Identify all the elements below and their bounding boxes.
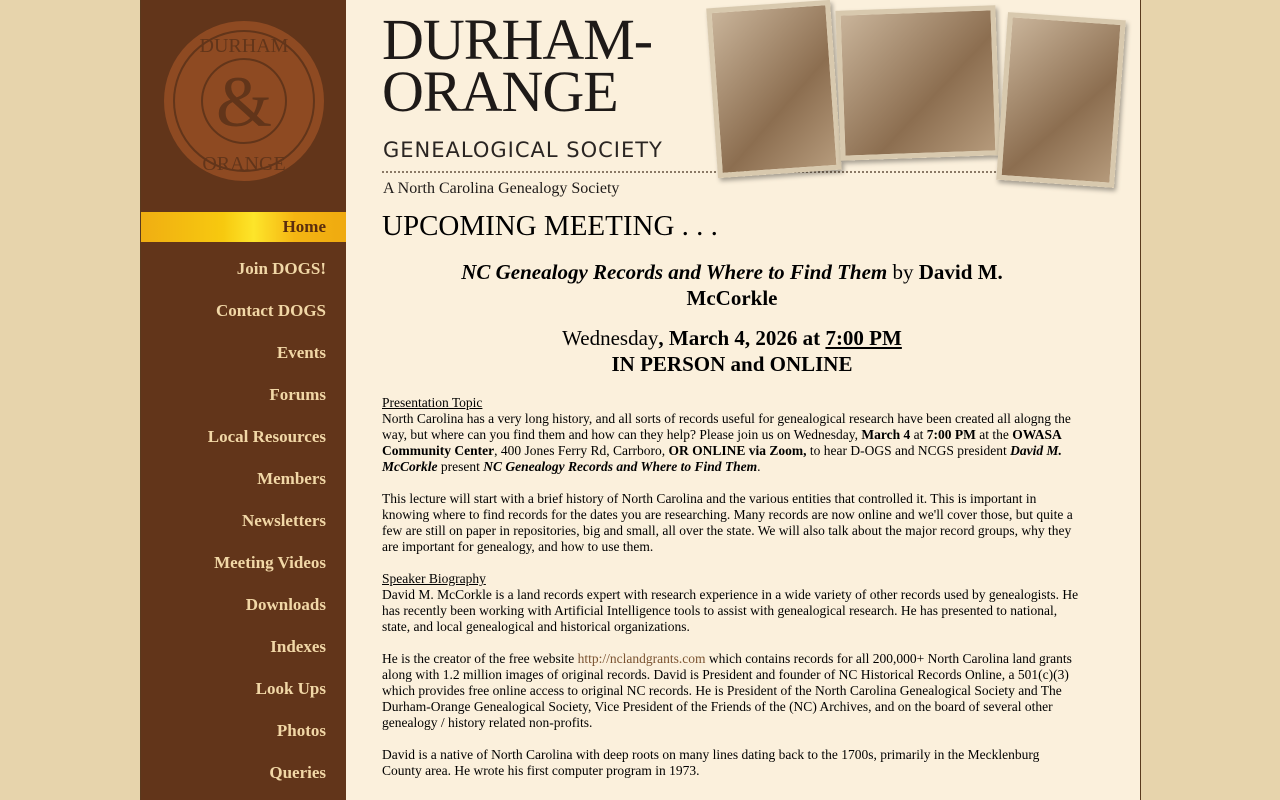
text: David M. McCorkle: [382, 443, 1062, 474]
title-subtitle: GENEALOGICAL SOCIETY: [383, 138, 663, 162]
text: , 400 Jones Ferry Rd, Carrboro,: [494, 443, 669, 458]
meeting-day: Wednesday: [562, 326, 659, 350]
site-title: [382, 7, 653, 124]
meeting-date: , March 4, 2026 at: [658, 326, 826, 350]
meeting-time: 7:00 PM: [825, 326, 902, 350]
text: OR ONLINE via Zoom,: [668, 443, 807, 458]
meeting-mode: IN PERSON and ONLINE: [611, 352, 853, 376]
topic-paragraph-2: This lecture will start with a brief history of North Carolina and the various entities that controlled it. This is important in knowing where to find records for the dates you are researching. Many records are now online and we'll cover those, but quite a few are still on paper in repositories, big and small, all over the state. We will also talk about the major record groups, why they are important for genealogy, and how to use them.: [382, 491, 1073, 554]
svg-text:DURHAM: DURHAM: [199, 35, 289, 57]
society-seal-logo: [157, 14, 331, 188]
nav-item-local-resources[interactable]: Local Resources: [207, 427, 326, 446]
divider: [382, 171, 1032, 173]
nav-item-photos[interactable]: Photos: [276, 721, 326, 740]
speaker-name: David M. McCorkle: [686, 260, 1003, 310]
vintage-photo-woman-in-white: [996, 12, 1125, 188]
text: NC Genealogy Records and Where to Find Them: [483, 459, 758, 474]
meeting-article: [382, 210, 1082, 795]
nclandgrants-link[interactable]: http://nclandgrants.com: [577, 651, 706, 666]
text: at: [910, 427, 927, 442]
bio-paragraph-3: David is a native of North Carolina with deep roots on many lines dating back to the 1700s, primarily in the Mecklenburg County area. He wrote his first computer program in 1973.: [382, 747, 1040, 778]
nav-item-meeting-videos[interactable]: Meeting Videos: [214, 553, 326, 572]
text: .: [757, 459, 761, 474]
page: [140, 0, 1141, 800]
nav-item-home[interactable]: Home: [141, 212, 346, 242]
main-nav: [141, 212, 346, 800]
text: OWASA Community Center: [382, 427, 1062, 458]
talk-title: NC Genealogy Records and Where to Find Them: [461, 260, 888, 284]
text: North Carolina has a very long history, and all sorts of records useful for genealogical research have been created all alogng the way, but where can you find them and how can they help? Please join us on Wednesday,: [382, 411, 1071, 442]
bio-label: Speaker Biography: [382, 571, 486, 586]
nav-item-newsletters[interactable]: Newsletters: [241, 511, 326, 530]
text: 7:00 PM: [926, 427, 976, 442]
topic-label: Presentation Topic: [382, 395, 483, 410]
text: March 4: [861, 427, 911, 442]
text: to hear D-OGS and NCGS president: [806, 443, 1011, 458]
nav-item-join-dogs[interactable]: Join DOGS!: [236, 259, 326, 278]
tagline: A North Carolina Genealogy Society: [383, 180, 620, 197]
meeting-heading: UPCOMING MEETING . . .: [382, 210, 718, 242]
meeting-title: [382, 259, 1082, 311]
topic-paragraph: [382, 395, 1082, 475]
sidebar: [141, 0, 346, 800]
text: present: [437, 459, 484, 474]
bio-paragraph: [382, 571, 1082, 635]
nav-item-indexes[interactable]: Indexes: [270, 637, 326, 656]
text: David M. McCorkle is a land records expert with research experience in a wide variety of other records used by genealogists. He has recently been working with Artificial Intelligence tools to assist with genealogical research. He has presented to national, state, and local genealogical and historical organizations.: [382, 587, 1079, 634]
vintage-photo-woman-with-dog: [706, 0, 842, 178]
nav-item-events[interactable]: Events: [276, 343, 326, 362]
meeting-datetime: [382, 325, 1082, 377]
title-line-1: DURHAM-: [382, 7, 653, 72]
nav-item-forums[interactable]: Forums: [269, 385, 326, 404]
nav-item-members[interactable]: Members: [257, 469, 326, 488]
svg-text:&: &: [215, 62, 273, 142]
nav-item-contact-dogs[interactable]: Contact DOGS: [215, 301, 326, 320]
text: He is the creator of the free website: [382, 651, 578, 666]
bio-paragraph-2: [382, 651, 1082, 731]
nav-item-downloads[interactable]: Downloads: [245, 595, 326, 614]
nav-item-look-ups[interactable]: Look Ups: [255, 679, 326, 698]
nav-item-queries[interactable]: Queries: [269, 763, 326, 782]
text: at the: [975, 427, 1013, 442]
text: which contains records for all 200,000+ North Carolina land grants along with 1.2 million images of original records. David is President and founder of NC Historical Records Online, a 501(c)(3) which provides free online access to original NC records. He is President of the North Carolina Genealogical Society and The Durham-Orange Genealogical Society, Vice President of the Friends of the (NC) Archives, and on the board of several other genealogy / history related non-profits.: [382, 651, 1072, 730]
svg-text:ORANGE: ORANGE: [202, 153, 286, 175]
by-text: by: [887, 260, 919, 284]
vintage-photo-family: [835, 5, 1000, 160]
title-line-2: ORANGE: [382, 59, 618, 124]
